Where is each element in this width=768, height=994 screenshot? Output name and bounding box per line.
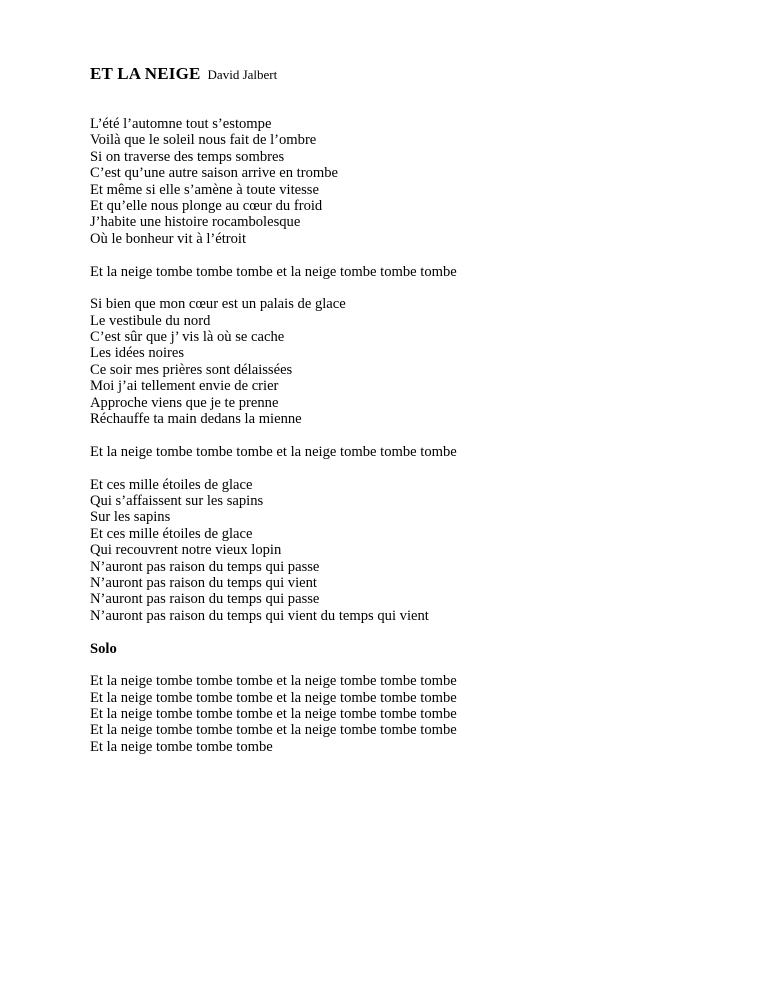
- verse-3-line: N’auront pas raison du temps qui vient du temps qui vient: [90, 607, 429, 624]
- chorus-line: Et la neige tombe tombe tombe et la neige tombe tombe tombe: [90, 263, 457, 280]
- verse-3-line: N’auront pas raison du temps qui vient: [90, 574, 317, 591]
- verse-3-line: Sur les sapins: [90, 509, 171, 526]
- verse-1-line: C’est qu’une autre saison arrive en trombe: [90, 165, 339, 182]
- outro-line: Et la neige tombe tombe tombe et la neige tombe tombe tombe: [90, 706, 457, 723]
- verse-1-line: Où le bonheur vit à l’étroit: [90, 230, 247, 247]
- verse-3-line: N’auront pas raison du temps qui passe: [90, 558, 320, 575]
- outro-line: Et la neige tombe tombe tombe: [90, 738, 273, 755]
- verse-2-line: Moi j’ai tellement envie de crier: [90, 378, 279, 395]
- verse-2: [90, 296, 730, 427]
- verse-1-line: Et qu’elle nous plonge au cœur du froid: [90, 197, 323, 214]
- lyrics-page: [90, 62, 730, 755]
- outro-line: Et la neige tombe tombe tombe et la neige tombe tombe tombe: [90, 722, 457, 739]
- chorus-line: Et la neige tombe tombe tombe et la neige tombe tombe tombe: [90, 443, 457, 460]
- verse-1-line: Si on traverse des temps sombres: [90, 148, 285, 165]
- song-author: David Jalbert: [207, 67, 278, 82]
- verse-2-line: Réchauffe ta main dedans la mienne: [90, 411, 302, 428]
- verse-3-line: Et ces mille étoiles de glace: [90, 476, 253, 493]
- spacer: [90, 657, 730, 673]
- verse-2-line: Si bien que mon cœur est un palais de glace: [90, 296, 346, 313]
- chorus-2: [90, 444, 730, 460]
- song-title: ET LA NEIGE: [90, 64, 201, 83]
- spacer: [90, 86, 730, 116]
- verse-3-line: Et ces mille étoiles de glace: [90, 525, 253, 542]
- verse-1-line: L’été l’automne tout s’estompe: [90, 116, 272, 132]
- verse-3-line: Qui s’affaissent sur les sapins: [90, 492, 264, 509]
- spacer: [90, 247, 730, 263]
- outro-line: Et la neige tombe tombe tombe et la neige tombe tombe tombe: [90, 673, 457, 690]
- verse-3-line: Qui recouvrent notre vieux lopin: [90, 542, 282, 559]
- verse-1-line: Voilà que le soleil nous fait de l’ombre: [90, 132, 317, 149]
- verse-2-line: Approche viens que je te prenne: [90, 394, 279, 411]
- verse-3: [90, 477, 730, 625]
- verse-2-line: Le vestibule du nord: [90, 312, 211, 329]
- spacer: [90, 624, 730, 640]
- verse-1-line: J’habite une histoire rocambolesque: [90, 214, 301, 231]
- outro: [90, 673, 730, 755]
- chorus-1: [90, 264, 730, 280]
- spacer: [90, 280, 730, 296]
- solo-heading: Solo: [90, 640, 117, 657]
- spacer: [90, 427, 730, 443]
- outro-line: Et la neige tombe tombe tombe et la neige tombe tombe tombe: [90, 689, 457, 706]
- verse-1-line: Et même si elle s’amène à toute vitesse: [90, 181, 319, 198]
- solo-section: [90, 641, 730, 657]
- spacer: [90, 460, 730, 476]
- title-line: [90, 62, 730, 86]
- verse-2-line: Ce soir mes prières sont délaissées: [90, 361, 293, 378]
- verse-2-line: C’est sûr que j’ vis là où se cache: [90, 329, 285, 346]
- verse-3-line: N’auront pas raison du temps qui passe: [90, 591, 320, 608]
- verse-2-line: Les idées noires: [90, 345, 185, 362]
- verse-1: [90, 116, 730, 247]
